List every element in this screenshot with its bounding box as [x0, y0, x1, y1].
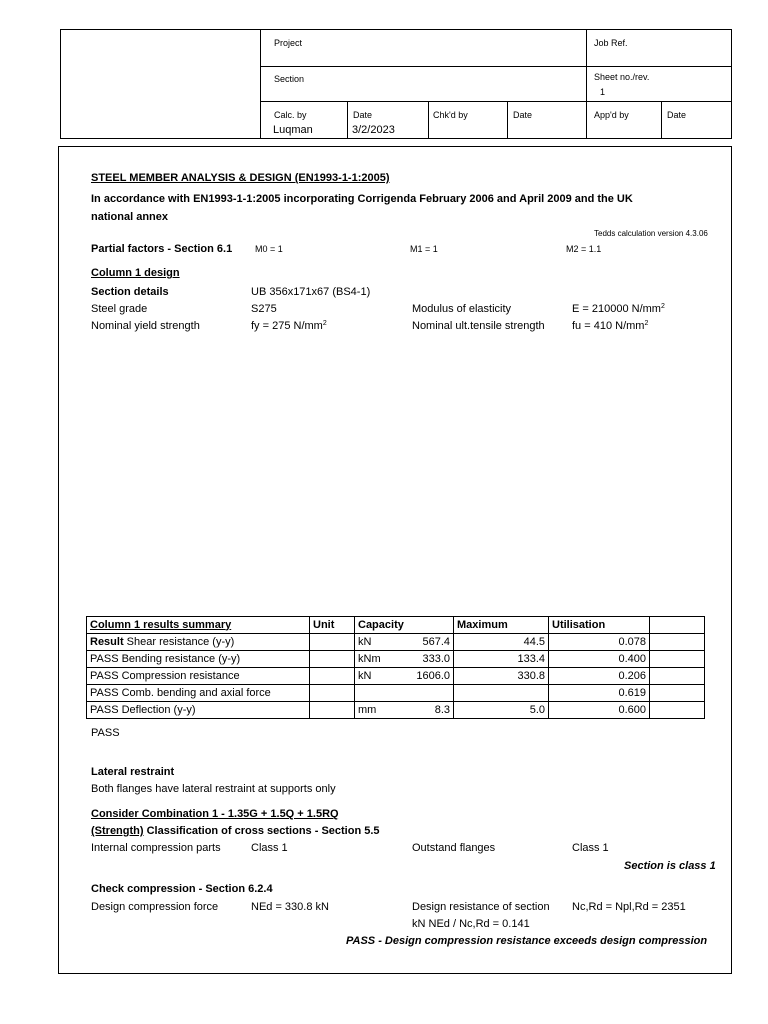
outstand-value: Class 1 [572, 842, 609, 854]
row-capacity: kN 1606.0 [355, 668, 454, 685]
compression-pass: PASS - Design compression resistance exceeds design compression [346, 935, 708, 947]
section-class-result: Section is class 1 [624, 860, 716, 872]
trailing-pass: PASS [91, 727, 120, 739]
job-ref-label: Job Ref. [594, 38, 628, 48]
row-maximum [454, 685, 549, 702]
outstand-label: Outstand flanges [412, 842, 496, 854]
row-empty [650, 685, 705, 702]
accordance-line1: In accordance with EN1993-1-1:2005 incorporating Corrigenda February 2006 and April 2009 and the UK [91, 193, 633, 205]
row-label: PASS Deflection (y-y) [87, 702, 310, 719]
row-maximum: 330.8 [454, 668, 549, 685]
header-cell: Unit [310, 617, 355, 634]
row-unit [310, 685, 355, 702]
date-label: Date [353, 110, 373, 120]
row-empty [650, 651, 705, 668]
title-block [60, 29, 732, 139]
resistance-value: Nc,Rd = Npl,Rd = 2351 [572, 901, 686, 913]
section-label: Section [274, 74, 305, 84]
table-header-row [87, 617, 705, 634]
date-value: 3/2/2023 [352, 124, 395, 136]
combination-heading: Consider Combination 1 - 1.35G + 1.5Q + 1.5RQ [91, 808, 339, 820]
row-capacity [355, 685, 454, 702]
row-unit [310, 668, 355, 685]
compression-heading: Check compression - Section 6.2.4 [91, 883, 273, 895]
row-unit [310, 651, 355, 668]
gamma-m1: M1 = 1 [410, 244, 438, 254]
chkd-by-label: Chk'd by [433, 110, 468, 120]
steel-grade-label: Steel grade [91, 303, 148, 315]
doc-title: STEEL MEMBER ANALYSIS & DESIGN (EN1993-1-1:2005) [91, 172, 390, 184]
gamma-m2: M2 = 1.1 [566, 244, 602, 254]
table-row [87, 668, 705, 685]
sheet-label: Sheet no./rev. [594, 72, 650, 82]
table-row [87, 702, 705, 719]
column-design-heading: Column 1 design [91, 267, 180, 279]
yield-label: Nominal yield strength [91, 320, 200, 332]
partial-factors: Partial factors - Section 6.1 [91, 243, 233, 255]
sheet-value: 1 [600, 87, 606, 97]
ult-value: fu = 410 $N/mm^2$ [572, 320, 649, 332]
lateral-restraint-heading: Lateral restraint [91, 766, 175, 778]
row-utilisation: 0.400 [549, 651, 650, 668]
tedds-version: Tedds calculation version 4.3.06 [594, 229, 708, 238]
ult-label: Nominal ult.tensile strength [412, 320, 545, 332]
row-maximum: 44.5 [454, 634, 549, 651]
date2-label: Date [513, 110, 533, 120]
row-empty [650, 668, 705, 685]
date3-label: Date [667, 110, 687, 120]
internal-value: Class 1 [251, 842, 288, 854]
resistance-label: Design resistance of section [412, 901, 550, 913]
row-maximum: 5.0 [454, 702, 549, 719]
appd-by-label: App'd by [594, 110, 629, 120]
row-label: Result Shear resistance (y-y) [87, 634, 310, 651]
row-maximum: 133.4 [454, 651, 549, 668]
section-details-label: Section details [91, 286, 169, 298]
classification-heading: (Strength) Classification of cross sections - Section 5.5 [91, 825, 380, 837]
table-row [87, 651, 705, 668]
calc-by-value: Luqman [273, 124, 313, 136]
results-summary-table [86, 616, 705, 719]
row-label: PASS Compression resistance [87, 668, 310, 685]
table-row [87, 685, 705, 702]
table-row [87, 634, 705, 651]
design-force-label: Design compression force [91, 901, 219, 913]
gamma-m0: M0 = 1 [255, 244, 283, 254]
header-cell [650, 617, 705, 634]
row-capacity: kNm 333.0 [355, 651, 454, 668]
header-cell: Capacity [355, 617, 454, 634]
row-unit [310, 634, 355, 651]
calc-by-label: Calc. by [274, 110, 307, 120]
modulus-label: Modulus of elasticity [412, 303, 512, 315]
header-cell: Maximum [454, 617, 549, 634]
row-capacity: mm 8.3 [355, 702, 454, 719]
row-label: PASS Bending resistance (y-y) [87, 651, 310, 668]
row-empty [650, 634, 705, 651]
row-empty [650, 702, 705, 719]
row-utilisation: 0.600 [549, 702, 650, 719]
section-value: UB 356x171x67 (BS4-1) [251, 286, 371, 298]
modulus-value: E = 210000 $N/mm^2$ [572, 303, 665, 315]
row-utilisation: 0.206 [549, 668, 650, 685]
compression-ratio: kN NEd / Nc,Rd = 0.141 [412, 918, 530, 930]
lateral-restraint-text: Both flanges have lateral restraint at supports only [91, 783, 336, 795]
steel-grade-value: S275 [251, 303, 277, 315]
header-cell: Column 1 results summary [87, 617, 310, 634]
accordance-line2: national annex [91, 211, 169, 223]
header-cell: Utilisation [549, 617, 650, 634]
row-capacity: kN 567.4 [355, 634, 454, 651]
design-force-value: NEd = 330.8 kN [251, 901, 329, 913]
row-utilisation: 0.078 [549, 634, 650, 651]
row-unit [310, 702, 355, 719]
row-utilisation: 0.619 [549, 685, 650, 702]
row-label: PASS Comb. bending and axial force [87, 685, 310, 702]
project-label: Project [274, 38, 303, 48]
internal-label: Internal compression parts [91, 842, 221, 854]
yield-value: fy = 275 $N/mm^2$ [251, 320, 327, 332]
